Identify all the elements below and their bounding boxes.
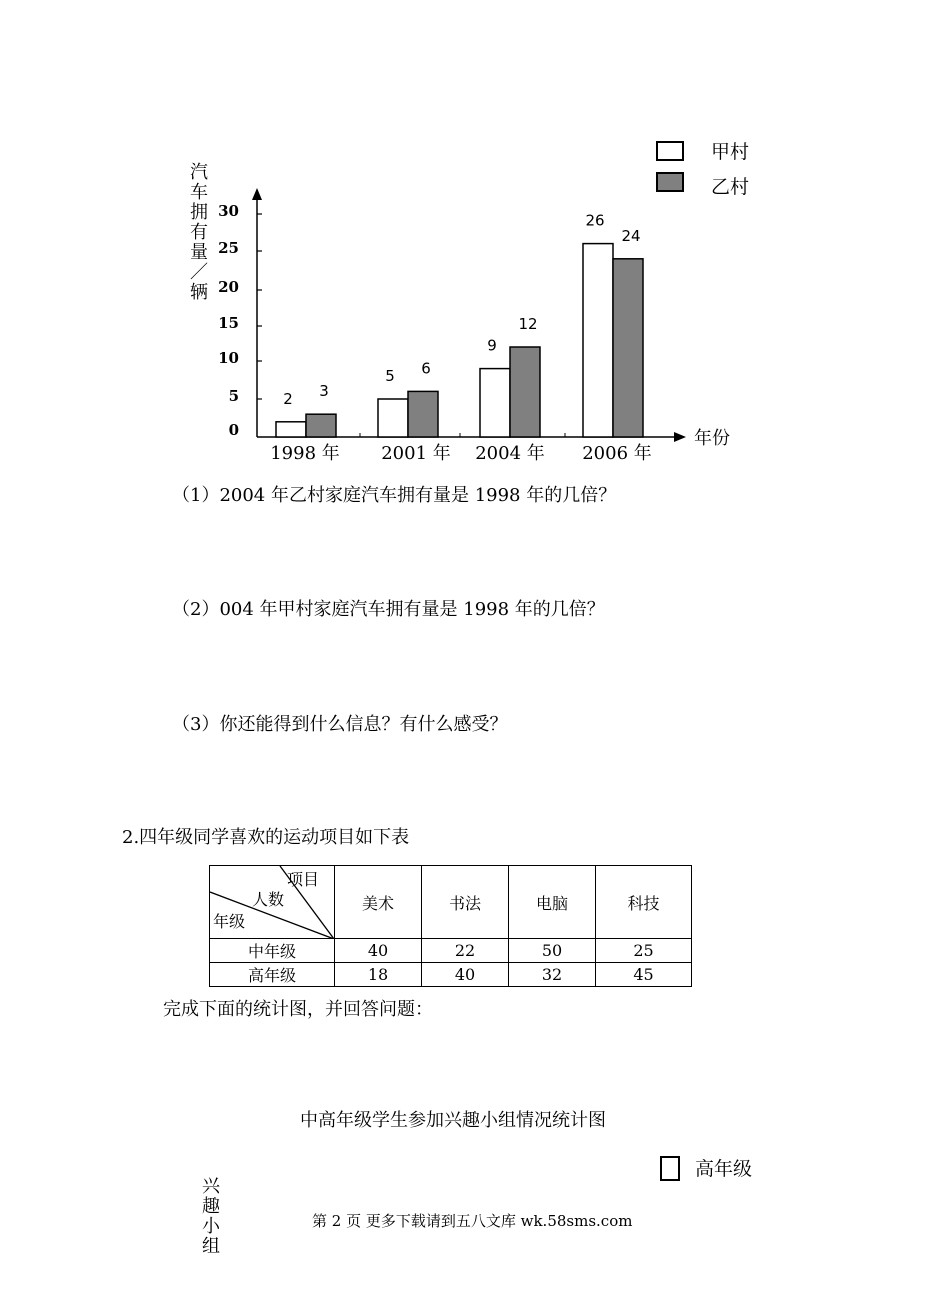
corner-label-item: 项目 [287, 870, 320, 889]
table-corner-cell [210, 866, 335, 939]
bar-jiacun [378, 399, 408, 437]
y-axis-arrow [252, 188, 262, 200]
car-ownership-chart [0, 0, 950, 480]
table-cell: 50 [509, 939, 596, 963]
y-tick-label: 0 [228, 421, 239, 439]
table-cell: 22 [422, 939, 509, 963]
y-tick-label: 20 [218, 278, 239, 296]
chart2-legend-label: 高年级 [695, 1158, 753, 1180]
table-row [210, 963, 692, 987]
table-row [210, 939, 692, 963]
sports-table [209, 865, 692, 987]
corner-label-count: 人数 [252, 890, 285, 909]
question-3: （3）你还能得到什么信息？有什么感受？ [172, 714, 508, 735]
table-cell: 32 [509, 963, 596, 987]
data-label: 6 [421, 359, 431, 378]
x-tick-label: 2004 年 [475, 443, 545, 464]
corner-label-grade: 年级 [213, 912, 246, 931]
page-footer: 第 2 页 更多下载请到五八文库 wk.58sms.com [312, 1212, 633, 1230]
column-header: 电脑 [509, 866, 596, 939]
table-cell: 40 [335, 939, 422, 963]
table-cell: 25 [596, 939, 692, 963]
bar-yicun [510, 347, 540, 437]
table-cell: 40 [422, 963, 509, 987]
data-label: 3 [319, 382, 329, 401]
table-cell: 45 [596, 963, 692, 987]
bar-jiacun [583, 244, 613, 437]
chart2-y-label: 兴趣小组 [199, 1176, 220, 1256]
bar-yicun [613, 259, 643, 437]
legend-label-yicun: 乙村 [711, 176, 750, 198]
section2-title: 2.四年级同学喜欢的运动项目如下表 [122, 827, 410, 848]
legend-label-jiacun: 甲村 [711, 141, 750, 163]
x-tick-label: 2006 年 [582, 443, 652, 464]
question-2: （2）004 年甲村家庭汽车拥有量是 1998 年的几倍？ [172, 599, 605, 620]
bar-jiacun [276, 422, 306, 437]
y-tick-label: 30 [218, 202, 239, 220]
y-tick-label: 15 [218, 314, 239, 332]
y-tick-label: 10 [218, 349, 239, 367]
y-tick-label: 25 [218, 239, 239, 257]
y-axis-label: 汽车拥有量／辆 [187, 162, 208, 302]
chart2-legend-swatch [660, 1156, 680, 1181]
x-axis-label: 年份 [694, 428, 730, 449]
data-label: 12 [518, 315, 538, 333]
row-label: 高年级 [210, 963, 335, 987]
x-axis-arrow [674, 432, 686, 442]
data-label: 9 [487, 336, 497, 355]
instruction: 完成下面的统计图，并回答问题： [163, 999, 433, 1020]
bar-yicun [408, 391, 438, 437]
data-label: 2 [283, 389, 293, 408]
bar-yicun [306, 414, 336, 437]
row-label: 中年级 [210, 939, 335, 963]
data-label: 26 [585, 211, 605, 230]
bar-jiacun [480, 369, 510, 437]
table-cell: 18 [335, 963, 422, 987]
data-label: 24 [621, 226, 641, 245]
column-header: 书法 [422, 866, 509, 939]
column-header: 美术 [335, 866, 422, 939]
column-header: 科技 [596, 866, 692, 939]
y-tick-label: 5 [228, 387, 239, 405]
question-1: （1）2004 年乙村家庭汽车拥有量是 1998 年的几倍？ [172, 485, 617, 506]
x-tick-label: 2001 年 [381, 443, 451, 464]
x-tick-label: 1998 年 [270, 443, 340, 464]
data-label: 5 [385, 367, 395, 385]
chart2-title: 中高年级学生参加兴趣小组情况统计图 [300, 1110, 606, 1131]
